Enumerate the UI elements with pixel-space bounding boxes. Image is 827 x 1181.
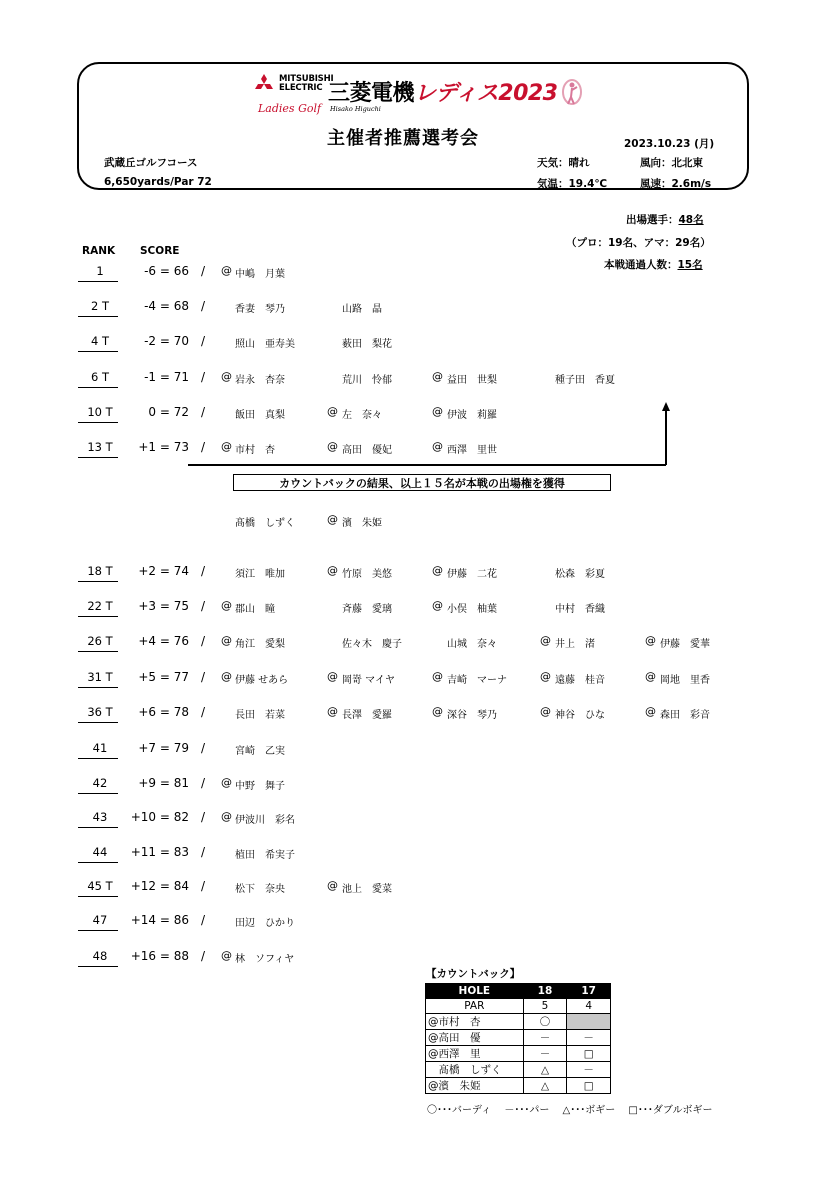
score: -1 = 71 <box>144 370 189 384</box>
player-name: 田辺 ひかり <box>235 918 295 929</box>
amateur-mark: @ <box>327 564 338 577</box>
player-name: 竹原 美悠 <box>342 569 392 580</box>
separator: / <box>201 334 206 348</box>
player-name: 高田 優妃 <box>342 445 392 456</box>
score: +5 = 77 <box>138 670 189 684</box>
amateur-mark: @ <box>221 599 232 612</box>
player-name: 中村 香織 <box>555 604 605 615</box>
player-name: 佐々木 慶子 <box>342 639 402 650</box>
countback-header-row <box>426 984 611 999</box>
rank: 2 T <box>91 299 109 313</box>
player-name: 左 奈々 <box>342 410 382 421</box>
score: +3 = 75 <box>138 599 189 613</box>
player-name: 益田 世梨 <box>447 375 497 386</box>
score: -2 = 70 <box>144 334 189 348</box>
countback-header-cell: 17 <box>567 984 611 999</box>
amateur-mark: @ <box>327 670 338 683</box>
cutline-arrow-icon <box>180 400 680 470</box>
separator: / <box>201 564 206 578</box>
separator: / <box>201 949 206 963</box>
amateur-mark: @ <box>221 810 232 823</box>
rank-underline <box>78 896 118 897</box>
separator: / <box>201 879 206 893</box>
separator: / <box>201 299 206 313</box>
player-name: 西澤 里世 <box>447 445 497 456</box>
rank-underline <box>78 316 118 317</box>
rank: 1 <box>96 264 104 278</box>
countback-cell: － <box>523 1030 567 1046</box>
amateur-mark: @ <box>432 564 443 577</box>
golfer-icon <box>561 78 583 106</box>
player-name: 郡山 瞳 <box>235 604 275 615</box>
amateur-mark: @ <box>432 670 443 683</box>
tour-name: Ladies Golf <box>258 102 322 115</box>
rank: 48 <box>92 949 108 963</box>
player-name: 香妻 琴乃 <box>235 304 285 315</box>
separator: / <box>201 741 206 755</box>
player-name: 吉崎 マーナ <box>447 675 507 686</box>
rank: 31 T <box>87 670 113 684</box>
amateur-mark: @ <box>221 264 232 277</box>
temperature: 気温：19.4℃ <box>537 178 608 190</box>
player-name: 荒川 怜郁 <box>342 375 392 386</box>
amateur-mark: @ <box>221 949 232 962</box>
player-name: 山路 晶 <box>342 304 382 315</box>
qualifiers-label: 本戦通過人数： <box>604 259 678 271</box>
player-name: 岡嵜 マイヤ <box>342 675 395 686</box>
player-name: 岡地 里香 <box>660 675 710 686</box>
amateur-mark: @ <box>327 405 338 418</box>
entrants-label: 出場選手： <box>626 214 679 226</box>
player-name: 斉藤 愛璃 <box>342 604 392 615</box>
rank: 18 T <box>87 564 113 578</box>
countback-header-cell: HOLE <box>426 984 524 999</box>
player-name: 伊藤 二花 <box>447 569 497 580</box>
player-name: 伊藤 せあら <box>235 675 289 686</box>
player-name: 小俣 柚葉 <box>447 604 497 615</box>
separator: / <box>201 845 206 859</box>
separator: / <box>201 776 206 790</box>
rank-underline <box>78 457 118 458</box>
rank-underline <box>78 422 118 423</box>
countback-cell: 4 <box>567 999 611 1014</box>
player-name: 伊波川 彩名 <box>235 815 295 826</box>
countback-player: 髙橋 しずく <box>426 1062 524 1078</box>
countback-cell: □ <box>567 1078 611 1094</box>
rank: 42 <box>92 776 108 790</box>
separator: / <box>201 670 206 684</box>
entrants-breakdown: （プロ：19名、アマ：29名） <box>566 237 711 249</box>
rank: 4 T <box>91 334 109 348</box>
amateur-mark: @ <box>540 705 551 718</box>
countback-legend: 〇･･･バーディ －･･･パー △･･･ボギー □･･･ダブルボギー <box>427 1105 713 1116</box>
player-name: 宮崎 乙実 <box>235 746 285 757</box>
countback-cell: － <box>523 1046 567 1062</box>
separator: / <box>201 705 206 719</box>
amateur-mark: @ <box>432 599 443 612</box>
player-name: 市村 杏 <box>235 445 275 456</box>
player-name: 池上 愛菜 <box>342 884 392 895</box>
amateur-mark: @ <box>645 670 656 683</box>
amateur-mark: @ <box>221 670 232 683</box>
score: +14 = 86 <box>130 913 189 927</box>
countback-cell: － <box>567 1062 611 1078</box>
countback-title: 【カウントバック】 <box>426 968 521 980</box>
countback-cell: △ <box>523 1062 567 1078</box>
countback-par-row <box>426 999 611 1014</box>
rank: 36 T <box>87 705 113 719</box>
rank-underline <box>78 616 118 617</box>
player-name: 須江 唯加 <box>235 569 285 580</box>
rank: 41 <box>92 741 108 755</box>
player-name: 長澤 愛羅 <box>342 710 392 721</box>
rank: 13 T <box>87 440 113 454</box>
score: -6 = 66 <box>144 264 189 278</box>
rank-underline <box>78 758 118 759</box>
player-name: 森田 彩音 <box>660 710 710 721</box>
rank: 44 <box>92 845 108 859</box>
rank-underline <box>78 651 118 652</box>
rank-underline <box>78 581 118 582</box>
separator: / <box>201 440 206 454</box>
score: +12 = 84 <box>130 879 189 893</box>
score: +6 = 78 <box>138 705 189 719</box>
amateur-mark: @ <box>327 513 338 526</box>
countback-player: @市村 杏 <box>426 1014 524 1030</box>
score: +9 = 81 <box>138 776 189 790</box>
player-name: 長田 若菜 <box>235 710 285 721</box>
entrants-value: 48名 <box>678 214 704 226</box>
mitsubishi-logo-icon <box>254 74 274 94</box>
player-name: 中野 舞子 <box>235 781 285 792</box>
amateur-mark: @ <box>327 705 338 718</box>
amateur-mark: @ <box>432 370 443 383</box>
rank-underline <box>78 827 118 828</box>
amateur-mark: @ <box>645 705 656 718</box>
rank-underline <box>78 862 118 863</box>
countback-row <box>426 1046 611 1062</box>
amateur-mark: @ <box>327 440 338 453</box>
course-yardage: 6,650yards/Par 72 <box>104 176 212 188</box>
player-name: 深谷 琴乃 <box>447 710 497 721</box>
amateur-mark: @ <box>327 879 338 892</box>
amateur-mark: @ <box>540 670 551 683</box>
event-title <box>328 76 558 107</box>
player-name: 伊波 莉羅 <box>447 410 497 421</box>
player-name: 神谷 ひな <box>555 710 605 721</box>
entrants <box>626 212 704 227</box>
countback-header-cell: 18 <box>523 984 567 999</box>
countback-cell: □ <box>567 1046 611 1062</box>
score: 0 = 72 <box>148 405 189 419</box>
score: +11 = 83 <box>130 845 189 859</box>
rank: 10 T <box>87 405 113 419</box>
player-name: 飯田 真梨 <box>235 410 285 421</box>
amateur-mark: @ <box>645 634 656 647</box>
rank-underline <box>78 930 118 931</box>
rank: 22 T <box>87 599 113 613</box>
amateur-mark: @ <box>221 440 232 453</box>
score: +16 = 88 <box>130 949 189 963</box>
player-name: 照山 亜寿美 <box>235 339 295 350</box>
countback-row <box>426 1062 611 1078</box>
separator: / <box>201 370 206 384</box>
amateur-mark: @ <box>432 705 443 718</box>
countback-player: @西澤 里 <box>426 1046 524 1062</box>
player-name: 遠藤 桂音 <box>555 675 605 686</box>
player-name: 植田 希実子 <box>235 850 295 861</box>
rank-column-header: RANK <box>82 245 116 257</box>
score: +10 = 82 <box>130 810 189 824</box>
wind-speed: 風速：2.6m/s <box>640 178 712 190</box>
score-column-header: SCORE <box>140 245 180 257</box>
separator: / <box>201 634 206 648</box>
player-name: 山城 奈々 <box>447 639 497 650</box>
amateur-mark: @ <box>432 405 443 418</box>
countback-row <box>426 1078 611 1094</box>
player-name: 岩永 杏奈 <box>235 375 285 386</box>
countback-row <box>426 1030 611 1046</box>
player-name: 薮田 梨花 <box>342 339 392 350</box>
countback-table <box>425 983 611 1094</box>
countback-player: @濱 朱姫 <box>426 1078 524 1094</box>
rank-underline <box>78 351 118 352</box>
score: +7 = 79 <box>138 741 189 755</box>
amateur-mark: @ <box>540 634 551 647</box>
qualifiers <box>604 257 703 272</box>
score: -4 = 68 <box>144 299 189 313</box>
separator: / <box>201 913 206 927</box>
rank: 45 T <box>87 879 113 893</box>
brand-en: MITSUBISHI ELECTRIC <box>279 74 334 93</box>
player-name: 中嶋 月葉 <box>235 269 285 280</box>
separator: / <box>201 599 206 613</box>
event-title-a: 三菱電機 <box>328 81 415 106</box>
player-name: 松森 彩夏 <box>555 569 605 580</box>
rank: 6 T <box>91 370 109 384</box>
player-name: 種子田 香夏 <box>555 375 615 386</box>
score: +1 = 73 <box>138 440 189 454</box>
separator: / <box>201 810 206 824</box>
rank-underline <box>78 387 118 388</box>
amateur-mark: @ <box>221 776 232 789</box>
player-name: 林 ソフィヤ <box>235 954 295 965</box>
event-date: 2023.10.23 (月) <box>624 138 715 150</box>
wind-direction: 風向：北北東 <box>640 157 703 169</box>
countback-cell: － <box>567 1030 611 1046</box>
signature: Hisako Higuchi <box>330 105 381 113</box>
rank-underline <box>78 722 118 723</box>
page-heading: 主催者推薦選考会 <box>327 128 479 149</box>
rank-underline <box>78 687 118 688</box>
rank: 43 <box>92 810 108 824</box>
weather: 天気：晴れ <box>537 157 590 169</box>
cutline-notice: カウントバックの結果、以上１５名が本戦の出場権を獲得 <box>233 474 611 491</box>
countback-cell: PAR <box>426 999 524 1014</box>
player-name: 伊藤 愛華 <box>660 639 710 650</box>
player-name: 濱 朱姫 <box>342 518 382 529</box>
countback-player: @高田 優 <box>426 1030 524 1046</box>
rank: 26 T <box>87 634 113 648</box>
countback-cell <box>567 1014 611 1030</box>
rank-underline <box>78 281 118 282</box>
player-name: 松下 奈央 <box>235 884 285 895</box>
countback-row <box>426 1014 611 1030</box>
event-title-b: レディス2023 <box>414 81 558 106</box>
countback-cell: △ <box>523 1078 567 1094</box>
separator: / <box>201 405 206 419</box>
countback-cell: 5 <box>523 999 567 1014</box>
player-name: 井上 渚 <box>555 639 595 650</box>
qualifiers-value: 15名 <box>677 259 703 271</box>
countback-cell: 〇 <box>523 1014 567 1030</box>
amateur-mark: @ <box>221 634 232 647</box>
separator: / <box>201 264 206 278</box>
score: +4 = 76 <box>138 634 189 648</box>
score: +2 = 74 <box>138 564 189 578</box>
rank-underline <box>78 966 118 967</box>
player-name: 角江 愛梨 <box>235 639 285 650</box>
player-name: 髙橋 しずく <box>235 518 295 529</box>
course-name: 武蔵丘ゴルフコース <box>104 157 198 169</box>
amateur-mark: @ <box>432 440 443 453</box>
rank-underline <box>78 793 118 794</box>
rank: 47 <box>92 913 108 927</box>
amateur-mark: @ <box>221 370 232 383</box>
